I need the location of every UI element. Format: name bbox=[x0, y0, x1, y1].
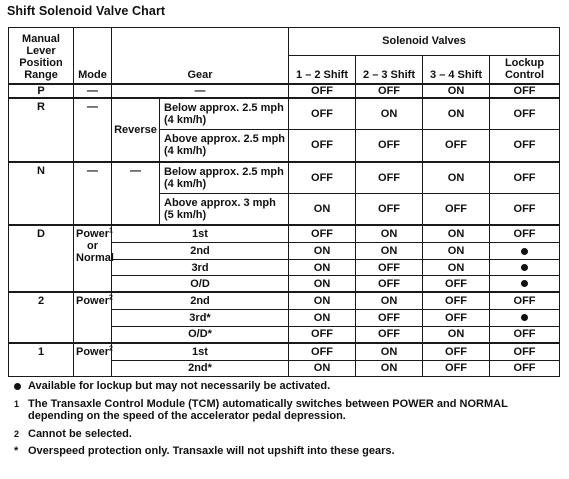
condition-cell: Below approx. 2.5 mph (4 km/h) bbox=[160, 98, 289, 130]
header-lockup: Lockup Control bbox=[490, 55, 560, 83]
gear-cell: 3rd* bbox=[112, 310, 289, 326]
range-d: D bbox=[9, 225, 74, 292]
gear-cell: O/D bbox=[112, 276, 289, 292]
footnote-2: 2 Cannot be selected. bbox=[14, 427, 132, 440]
gear-cell: 2nd bbox=[112, 292, 289, 309]
gear-cell: 1st bbox=[112, 343, 289, 360]
condition-cell: Below approx. 2.5 mph (4 km/h) bbox=[160, 162, 289, 194]
mode-cell: Power$^2$ bbox=[74, 343, 112, 377]
table-row: 2nd ON ON ON bbox=[9, 243, 560, 259]
table-row: R — Reverse Below approx. 2.5 mph (4 km/h) OFF ON ON OFF bbox=[9, 98, 560, 130]
group-2 bbox=[9, 292, 560, 342]
gear-cell: 2nd* bbox=[112, 360, 289, 376]
table-row: P — — OFF OFF ON OFF bbox=[9, 84, 560, 98]
gear-cell: — bbox=[112, 162, 160, 226]
range-r: R bbox=[9, 98, 74, 162]
table-row: 2nd* ON ON OFF OFF bbox=[9, 360, 560, 376]
table-row: O/D ON OFF OFF bbox=[9, 276, 560, 292]
range-2: 2 bbox=[9, 292, 74, 342]
header-shift-2-3: 2 – 3 Shift bbox=[356, 55, 423, 83]
mode-cell: — bbox=[74, 162, 112, 226]
table-row: D Power$^1$ or Normal 1st OFF ON ON OFF bbox=[9, 225, 560, 242]
condition-cell: Above approx. 3 mph (5 km/h) bbox=[160, 194, 289, 226]
table-row: Above approx. 2.5 mph (4 km/h) OFF OFF OFF OFF bbox=[9, 130, 560, 162]
table-row: 2 Power$^2$ 2nd ON ON OFF OFF bbox=[9, 292, 560, 309]
gear-cell: 2nd bbox=[112, 243, 289, 259]
range-n: N bbox=[9, 162, 74, 226]
group-1 bbox=[9, 343, 560, 377]
gear-cell: Reverse bbox=[112, 98, 160, 162]
group-p bbox=[9, 84, 560, 98]
filled-circle-icon bbox=[14, 383, 21, 390]
mode-cell: — bbox=[74, 84, 112, 98]
gear-cell: O/D* bbox=[112, 326, 289, 342]
group-d bbox=[9, 225, 560, 292]
group-r bbox=[9, 98, 560, 162]
footnotes bbox=[14, 380, 559, 463]
shift-solenoid-table bbox=[8, 27, 560, 377]
header-range: Manual Lever Position Range bbox=[9, 28, 74, 84]
page-title: Shift Solenoid Valve Chart bbox=[7, 4, 166, 18]
footnote-dot: Available for lockup but may not necessarily be activated. bbox=[14, 380, 559, 393]
range-p: P bbox=[9, 84, 74, 98]
table-row: Above approx. 3 mph (5 km/h) ON OFF OFF OFF bbox=[9, 194, 560, 226]
header-gear: Gear bbox=[112, 28, 289, 84]
table-row: O/D* OFF OFF ON OFF bbox=[9, 326, 560, 342]
table-row: 1 Power$^2$ 1st OFF ON OFF OFF bbox=[9, 343, 560, 360]
group-n bbox=[9, 162, 560, 226]
range-1: 1 bbox=[9, 343, 74, 377]
header-mode: Mode bbox=[74, 28, 112, 84]
lockup-available-dot-icon bbox=[521, 248, 528, 255]
table-row: 3rd* ON OFF OFF bbox=[9, 310, 560, 326]
table-row: 3rd ON OFF ON bbox=[9, 259, 560, 275]
mode-cell: Power$^1$ or Normal bbox=[74, 225, 112, 292]
header-shift-3-4: 3 – 4 Shift bbox=[423, 55, 490, 83]
lockup-available-dot-icon bbox=[521, 280, 528, 287]
footnote-1: 1 The Transaxle Control Module (TCM) automatically switches between POWER and NORMAL depending on the speed of the accelerator pedal depression. bbox=[14, 397, 508, 422]
table-header bbox=[9, 28, 560, 84]
gear-cell: 1st bbox=[112, 225, 289, 242]
gear-cell: 3rd bbox=[112, 259, 289, 275]
header-solenoid-valves: Solenoid Valves bbox=[289, 28, 560, 56]
footnote-star: * Overspeed protection only. Transaxle will not upshift into these gears. bbox=[14, 445, 395, 457]
header-shift-1-2: 1 – 2 Shift bbox=[289, 55, 356, 83]
lockup-available-dot-icon bbox=[521, 264, 528, 271]
lockup-available-dot-icon bbox=[521, 314, 528, 321]
gear-cell: — bbox=[112, 84, 289, 98]
table-row: N — — Below approx. 2.5 mph (4 km/h) OFF OFF ON OFF bbox=[9, 162, 560, 194]
mode-cell: — bbox=[74, 98, 112, 162]
mode-cell: Power$^2$ bbox=[74, 292, 112, 342]
condition-cell: Above approx. 2.5 mph (4 km/h) bbox=[160, 130, 289, 162]
